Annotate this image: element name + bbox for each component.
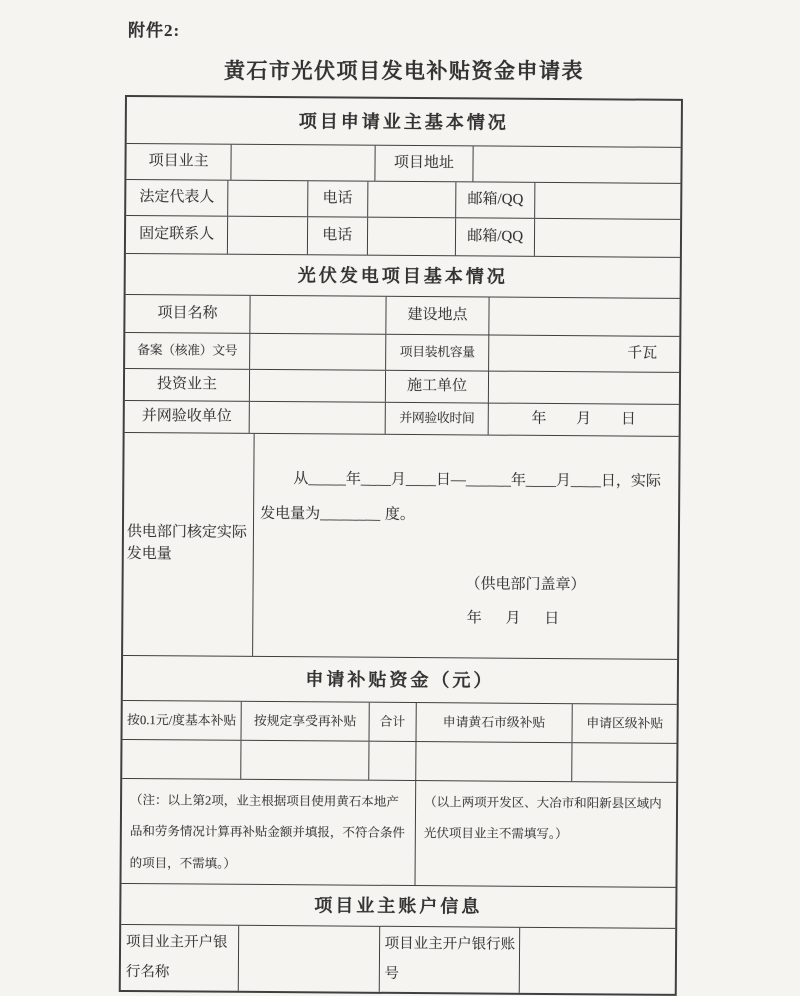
grid-accept-time-field[interactable]: 年 月 日: [487, 404, 678, 436]
metered-output-label: 供电部门核定实际发电量: [126, 524, 248, 563]
project-address-label: 项目地址: [375, 146, 473, 182]
metered-output-statement: 从_____年____月____日—______年____月____日，实际发电量为________ 度。: [260, 471, 661, 523]
subsidy-basic-field[interactable]: [122, 740, 240, 779]
contact-phone-field[interactable]: [367, 218, 455, 256]
subsidy-col-extra: 按规定享受再补贴: [241, 702, 369, 741]
subsidy-district-field[interactable]: [572, 743, 677, 782]
project-name-field[interactable]: [249, 296, 386, 334]
subsidy-col-city: 申请黄石市级补贴: [415, 703, 572, 742]
contact-email-field[interactable]: [534, 219, 680, 257]
subsidy-col-district: 申请区级补贴: [572, 704, 677, 743]
bank-account-field[interactable]: [519, 928, 675, 994]
subsidy-section-header-row: [123, 655, 677, 704]
grid-accept-unit-label: 并网验收单位: [141, 407, 232, 425]
constructor-label: 施工单位: [385, 371, 488, 403]
subsidy-values-row: [122, 739, 676, 782]
grid-accept-unit-field[interactable]: [249, 402, 385, 434]
contact-email-label: 邮箱/QQ: [455, 218, 534, 256]
contact-row: [126, 215, 680, 257]
subsidy-col-total: 合计: [368, 703, 415, 741]
investor-row: [125, 368, 679, 404]
grid-acceptance-row: [125, 400, 679, 436]
bank-account-row: [121, 924, 675, 994]
attachment-label: 附件2:: [128, 21, 181, 40]
owner-label: 项目业主: [148, 152, 209, 170]
rep-email-field[interactable]: [534, 183, 680, 219]
capacity-unit: 千瓦: [627, 345, 658, 362]
construction-site-field[interactable]: [488, 298, 679, 336]
subsidy-note-right: （以上两项开发区、大冶市和阳新县区域内光伏项目业主不需填写。）: [415, 781, 677, 887]
bank-account-label: 项目业主开户银行账号: [378, 927, 519, 993]
rep-email-label: 邮箱/QQ: [455, 182, 534, 218]
legal-rep-row: [126, 179, 680, 219]
contact-label: 固定联系人: [139, 225, 215, 243]
application-form-table: [119, 95, 683, 996]
record-number-field[interactable]: [249, 334, 386, 370]
rep-phone-field[interactable]: [367, 182, 455, 218]
bank-name-field[interactable]: [238, 926, 379, 992]
owner-section-header-row: [127, 97, 681, 147]
project-section-header: 光伏发电项目基本情况: [297, 265, 508, 287]
owner-section-header: 项目申请业主基本情况: [298, 111, 509, 133]
legal-rep-label: 法定代表人: [139, 188, 215, 206]
subsidy-extra-field[interactable]: [240, 741, 368, 780]
installed-capacity-field[interactable]: [488, 336, 679, 372]
subsidy-col-basic: 按0.1元/度基本补贴: [127, 712, 237, 728]
project-name-label: 项目名称: [157, 304, 218, 322]
record-number-label: 备案（核准）文号: [137, 343, 238, 359]
construction-site-label: 建设地点: [386, 297, 489, 335]
project-address-field[interactable]: [472, 146, 681, 182]
stamp-date: 年 月 日: [466, 610, 560, 627]
contact-phone-label: 电话: [306, 217, 367, 254]
rep-phone-label: 电话: [307, 181, 368, 216]
subsidy-notes-row: [122, 778, 677, 887]
metered-output-row: [123, 432, 679, 659]
investor-field[interactable]: [249, 370, 385, 402]
grid-accept-time-label: 并网验收时间: [385, 403, 488, 435]
legal-rep-name-field[interactable]: [228, 181, 307, 217]
subsidy-section-header: 申请补贴资金（元）: [305, 669, 495, 691]
metered-output-cell[interactable]: [252, 434, 678, 659]
constructor-field[interactable]: [488, 372, 679, 404]
bank-name-label: 项目业主开户银行名称: [125, 933, 228, 981]
subsidy-total-field[interactable]: [368, 742, 415, 780]
record-number-row: [125, 332, 679, 372]
subsidy-city-field[interactable]: [415, 742, 572, 781]
project-section-header-row: [126, 253, 680, 298]
owner-name-field[interactable]: [231, 145, 375, 181]
account-section-header: 项目业主账户信息: [314, 895, 483, 917]
power-dept-stamp-note: （供电部门盖章）: [465, 576, 586, 594]
subsidy-note-left: （注：以上第2项，业主根据项目使用黄石本地产品和劳务情况计算再补贴金额并填报，不符合条件的项目，不需填。）: [129, 793, 405, 871]
investor-label: 投资业主: [156, 375, 218, 393]
owner-row: [126, 143, 680, 183]
form-title: 黄石市光伏项目发电补贴资金申请表: [224, 59, 584, 83]
installed-capacity-label: 项目装机容量: [385, 335, 488, 371]
project-name-row: [125, 294, 679, 336]
account-section-header-row: [121, 883, 675, 928]
contact-name-field[interactable]: [227, 217, 306, 255]
subsidy-columns-row: [123, 700, 677, 743]
